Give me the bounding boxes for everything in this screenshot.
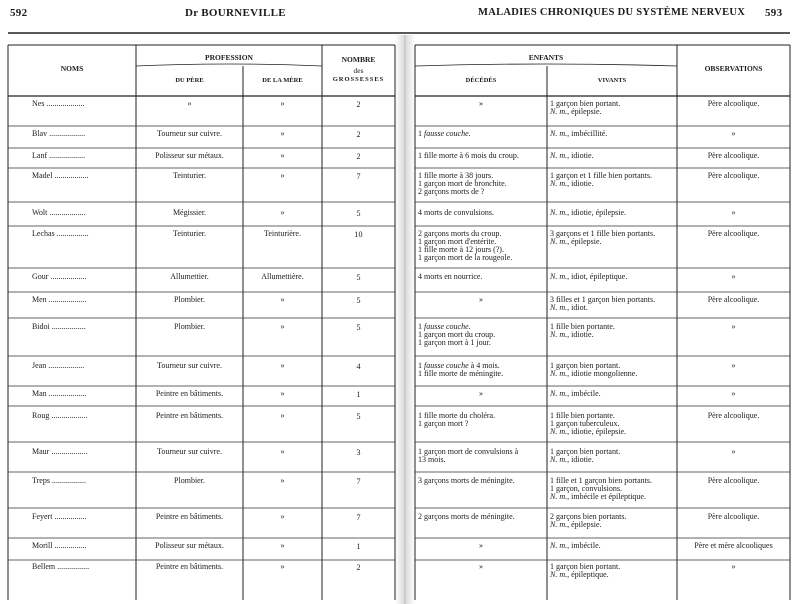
- row-pere: Peintre en bâtiments.: [155, 389, 224, 398]
- row-mere: Allumettière.: [261, 272, 304, 281]
- row-observations: Père alcoolique.: [707, 295, 760, 304]
- row-vivants: [550, 230, 655, 246]
- row-observations: Père alcoolique.: [707, 476, 760, 485]
- row-mere: »: [280, 562, 285, 571]
- row-pere: Tourneur sur cuivre.: [157, 447, 222, 456]
- left-page-number: 592: [10, 7, 28, 19]
- row-decedes: [418, 209, 494, 217]
- col-header-des: des: [353, 66, 364, 75]
- row-nom: Lanf ..................: [32, 151, 86, 160]
- row-observations: Père alcoolique.: [707, 99, 760, 108]
- row-vivants-line: N. m., épilepsie.: [550, 520, 602, 529]
- row-vivants-line: N. m., idiotie.: [550, 151, 594, 160]
- row-vivants: [550, 209, 626, 217]
- row-vivants-line: 1 fille bien portante.: [550, 322, 615, 331]
- row-observations: Père alcoolique.: [707, 151, 760, 160]
- row-decedes-line: 1 garçon mort d'entérite.: [418, 237, 497, 246]
- row-decedes: [415, 563, 547, 571]
- row-nom: Madel .................: [32, 171, 89, 180]
- row-nom: Blav ..................: [32, 129, 86, 138]
- row-vivants-line: N. m., idiotie.: [550, 455, 594, 464]
- row-decedes: [418, 448, 518, 464]
- row-nom: Lechas ................: [32, 229, 89, 238]
- row-vivants-line: 1 garçon tuberculeux.: [550, 419, 620, 428]
- row-nombre: 2: [356, 100, 361, 109]
- row-decedes-line: 1 garçon mort de la rougeole.: [418, 253, 513, 262]
- row-nombre: 7: [356, 477, 361, 486]
- row-mere: »: [280, 208, 285, 217]
- row-pere: Tourneur sur cuivre.: [157, 129, 222, 138]
- row-nombre: 5: [356, 323, 361, 332]
- row-pere: Mégissier.: [172, 208, 207, 217]
- row-observations: Père alcoolique.: [707, 512, 760, 521]
- row-decedes: [418, 362, 503, 378]
- row-observations: Père et mère alcooliques: [694, 541, 773, 550]
- row-pere: Allumettier.: [170, 272, 209, 281]
- row-decedes-line: 13 mois.: [418, 455, 446, 464]
- row-decedes-line: »: [479, 562, 483, 571]
- row-vivants-line: N. m., imbécile.: [550, 541, 601, 550]
- row-mere: »: [280, 171, 285, 180]
- row-decedes-line: 1 fille morte de méningite.: [418, 369, 504, 378]
- row-nombre: 10: [354, 230, 363, 239]
- row-vivants: [550, 477, 652, 501]
- row-vivants-line: 1 fille et 1 garçon bien portants.: [550, 476, 652, 485]
- row-vivants-line: 1 garçon bien portant.: [550, 447, 621, 456]
- row-pere: Polisseur sur métaux.: [155, 541, 224, 550]
- row-pere: Tourneur sur cuivre.: [157, 361, 222, 370]
- row-decedes-line: 1 garçon mort à 1 jour.: [418, 338, 491, 347]
- col-header-pere: DU PÈRE: [175, 77, 204, 84]
- row-nom: Jean ..................: [32, 361, 85, 370]
- row-decedes-line: 1 fille morte à 12 jours (?).: [418, 245, 504, 254]
- row-nombre: 1: [356, 390, 361, 399]
- row-vivants: [550, 323, 615, 339]
- row-observations: »: [731, 447, 736, 456]
- row-decedes-line: 1 fausse couche à 4 mois.: [418, 361, 500, 370]
- row-decedes-line: 1 fille morte à 6 mois du croup.: [418, 151, 519, 160]
- row-nom: Treps .................: [32, 476, 86, 485]
- row-decedes-line: 1 garçon mort du croup.: [418, 330, 496, 339]
- row-nom: Roug ..................: [32, 411, 88, 420]
- row-vivants-line: 1 garçon et 1 fille bien portants.: [550, 171, 652, 180]
- row-vivants-line: N. m., idiot.: [550, 303, 588, 312]
- row-decedes: [418, 230, 512, 262]
- col-header-mere: DE LA MÈRE: [262, 77, 303, 84]
- row-vivants: [550, 542, 601, 550]
- row-pere: Peintre en bâtiments.: [155, 411, 224, 420]
- row-decedes: [418, 513, 515, 521]
- row-observations: »: [731, 361, 736, 370]
- row-nombre: 4: [356, 362, 361, 371]
- row-nombre: 7: [356, 172, 361, 181]
- row-decedes-line: 1 garçon mort de convulsions à: [418, 447, 519, 456]
- row-decedes: [415, 296, 547, 304]
- row-pere: Peintre en bâtiments.: [155, 562, 224, 571]
- row-vivants-line: N. m., épileptique.: [550, 570, 609, 579]
- row-vivants-line: N. m., épilepsie.: [550, 237, 602, 246]
- row-decedes-line: 4 morts en nourrice.: [418, 272, 483, 281]
- row-nom: Maur ..................: [32, 447, 88, 456]
- row-vivants-line: 1 garçon bien portant.: [550, 562, 621, 571]
- row-vivants-line: 2 garçons bien portants.: [550, 512, 627, 521]
- row-mere: »: [280, 512, 285, 521]
- row-vivants-line: N. m., idiotie.: [550, 330, 594, 339]
- row-mere: »: [280, 129, 285, 138]
- col-header-nombre: NOMBRE: [341, 55, 376, 64]
- row-nombre: 2: [356, 130, 361, 139]
- row-nombre: 7: [356, 513, 361, 522]
- row-nom: Man ...................: [32, 389, 87, 398]
- row-decedes-line: 2 garçons morts du croup.: [418, 229, 502, 238]
- row-decedes: [415, 100, 547, 108]
- row-vivants: [550, 152, 594, 160]
- col-header-decedes: DÉCÉDÉS: [465, 77, 497, 84]
- row-pere: Teinturier.: [173, 171, 206, 180]
- row-nom: Gour ..................: [32, 272, 87, 281]
- row-vivants: [550, 412, 626, 436]
- row-vivants: [550, 130, 607, 138]
- row-vivants: [550, 448, 620, 464]
- row-vivants-line: 1 fille bien portante.: [550, 411, 615, 420]
- row-pere: Plombier.: [174, 476, 205, 485]
- row-decedes-line: »: [479, 541, 483, 550]
- col-header-profession: PROFESSION: [205, 53, 253, 62]
- row-nom: Bidoi .................: [32, 322, 86, 331]
- row-vivants-line: N. m., idiotie mongolienne.: [550, 369, 638, 378]
- col-header-enfants: ENFANTS: [528, 53, 564, 62]
- row-mere: »: [280, 322, 285, 331]
- row-vivants-line: 3 garçons et 1 fille bien portants.: [550, 229, 656, 238]
- row-nombre: 5: [356, 209, 361, 218]
- row-decedes-line: 1 fille morte à 38 jours.: [418, 171, 494, 180]
- row-vivants-line: N. m., imbécile et épileptique.: [550, 492, 646, 501]
- row-observations: »: [731, 322, 736, 331]
- row-vivants-line: 1 garçon, convulsions.: [550, 484, 622, 493]
- row-decedes: [415, 542, 547, 550]
- row-observations: Père alcoolique.: [707, 229, 760, 238]
- row-vivants-line: N. m., idiotie, épilepsie.: [550, 208, 626, 217]
- row-vivants-line: 3 filles et 1 garçon bien portants.: [550, 295, 656, 304]
- row-pere: »: [187, 99, 192, 108]
- row-mere: Teinturière.: [264, 229, 301, 238]
- row-decedes: [418, 152, 519, 160]
- row-vivants-line: N. m., idiot, épileptique.: [550, 272, 628, 281]
- row-observations: »: [731, 129, 736, 138]
- row-vivants-line: N. m., imbécillité.: [550, 129, 608, 138]
- row-mere: »: [280, 151, 285, 160]
- col-header-noms: NOMS: [60, 64, 84, 73]
- row-pere: Peintre en bâtiments.: [155, 512, 224, 521]
- row-vivants: [550, 563, 620, 579]
- row-vivants: [550, 362, 637, 378]
- row-decedes: [418, 477, 515, 485]
- row-vivants-line: N. m., imbécile.: [550, 389, 601, 398]
- right-running-title: MALADIES CHRONIQUES DU SYSTÈME NERVEUX: [478, 7, 746, 18]
- row-nom: Morill ................: [32, 541, 87, 550]
- row-nombre: 5: [356, 296, 361, 305]
- row-nom: Nes ...................: [32, 99, 85, 108]
- row-decedes: [418, 273, 482, 281]
- row-decedes-line: »: [479, 295, 483, 304]
- row-decedes-line: 3 garçons morts de méningite.: [418, 476, 515, 485]
- row-nom: Feyert ................: [32, 512, 87, 521]
- row-nombre: 3: [356, 448, 361, 457]
- row-vivants-line: 1 garçon bien portant.: [550, 99, 621, 108]
- row-pere: Plombier.: [174, 295, 205, 304]
- row-decedes-line: 1 garçon mort ?: [418, 419, 469, 428]
- row-vivants-line: N. m., idiotie.: [550, 179, 594, 188]
- row-vivants-line: 1 garçon bien portant.: [550, 361, 621, 370]
- row-nombre: 1: [356, 542, 361, 551]
- row-vivants-line: N. m., épilepsie.: [550, 107, 602, 116]
- row-mere: »: [280, 447, 285, 456]
- row-decedes-line: »: [479, 99, 483, 108]
- row-nom: Wolt ..................: [32, 208, 86, 217]
- row-nombre: 2: [356, 152, 361, 161]
- row-mere: »: [280, 99, 285, 108]
- row-nom: Bellem ................: [32, 562, 90, 571]
- row-decedes-line: 1 fausse couche.: [418, 322, 471, 331]
- row-nombre: 5: [356, 412, 361, 421]
- row-decedes-line: »: [479, 389, 483, 398]
- row-decedes-line: 1 fausse couche.: [418, 129, 471, 138]
- row-mere: »: [280, 411, 285, 420]
- row-decedes-line: 4 morts de convulsions.: [418, 208, 494, 217]
- row-observations: Père alcoolique.: [707, 411, 760, 420]
- row-vivants: [550, 273, 627, 281]
- row-decedes-line: 2 garçons morts de ?: [418, 187, 485, 196]
- row-decedes-line: 1 fille morte du choléra.: [418, 411, 496, 420]
- col-header-vivants: VIVANTS: [597, 77, 627, 84]
- right-page-number: 593: [765, 7, 783, 19]
- row-decedes-line: 2 garçons morts de méningite.: [418, 512, 515, 521]
- col-header-observations: OBSERVATIONS: [704, 64, 763, 73]
- row-nombre: 2: [356, 563, 361, 572]
- row-mere: »: [280, 476, 285, 485]
- row-decedes: [418, 130, 471, 138]
- row-decedes: [418, 172, 507, 196]
- row-mere: »: [280, 295, 285, 304]
- row-observations: Père alcoolique.: [707, 171, 760, 180]
- row-vivants: [550, 513, 626, 529]
- row-pere: Polisseur sur métaux.: [155, 151, 224, 160]
- row-vivants-line: N. m., idiotie, épilepsie.: [550, 427, 626, 436]
- row-vivants: [550, 390, 601, 398]
- row-observations: »: [731, 389, 736, 398]
- left-running-title: Dr BOURNEVILLE: [185, 7, 286, 19]
- row-mere: »: [280, 389, 285, 398]
- row-observations: »: [731, 562, 736, 571]
- row-mere: »: [280, 541, 285, 550]
- row-vivants: [550, 172, 652, 188]
- row-decedes: [415, 390, 547, 398]
- row-nombre: 5: [356, 273, 361, 282]
- row-decedes: [418, 323, 495, 347]
- row-observations: »: [731, 208, 736, 217]
- col-header-grossesses: GROSSESSES: [332, 76, 385, 83]
- row-vivants: [550, 296, 655, 312]
- row-vivants: [550, 100, 620, 116]
- row-pere: Teinturier.: [173, 229, 206, 238]
- row-mere: »: [280, 361, 285, 370]
- row-decedes: [418, 412, 495, 428]
- row-pere: Plombier.: [174, 322, 205, 331]
- row-decedes-line: 1 garçon mort de bronchite.: [418, 179, 507, 188]
- row-observations: »: [731, 272, 736, 281]
- row-nom: Men ...................: [32, 295, 87, 304]
